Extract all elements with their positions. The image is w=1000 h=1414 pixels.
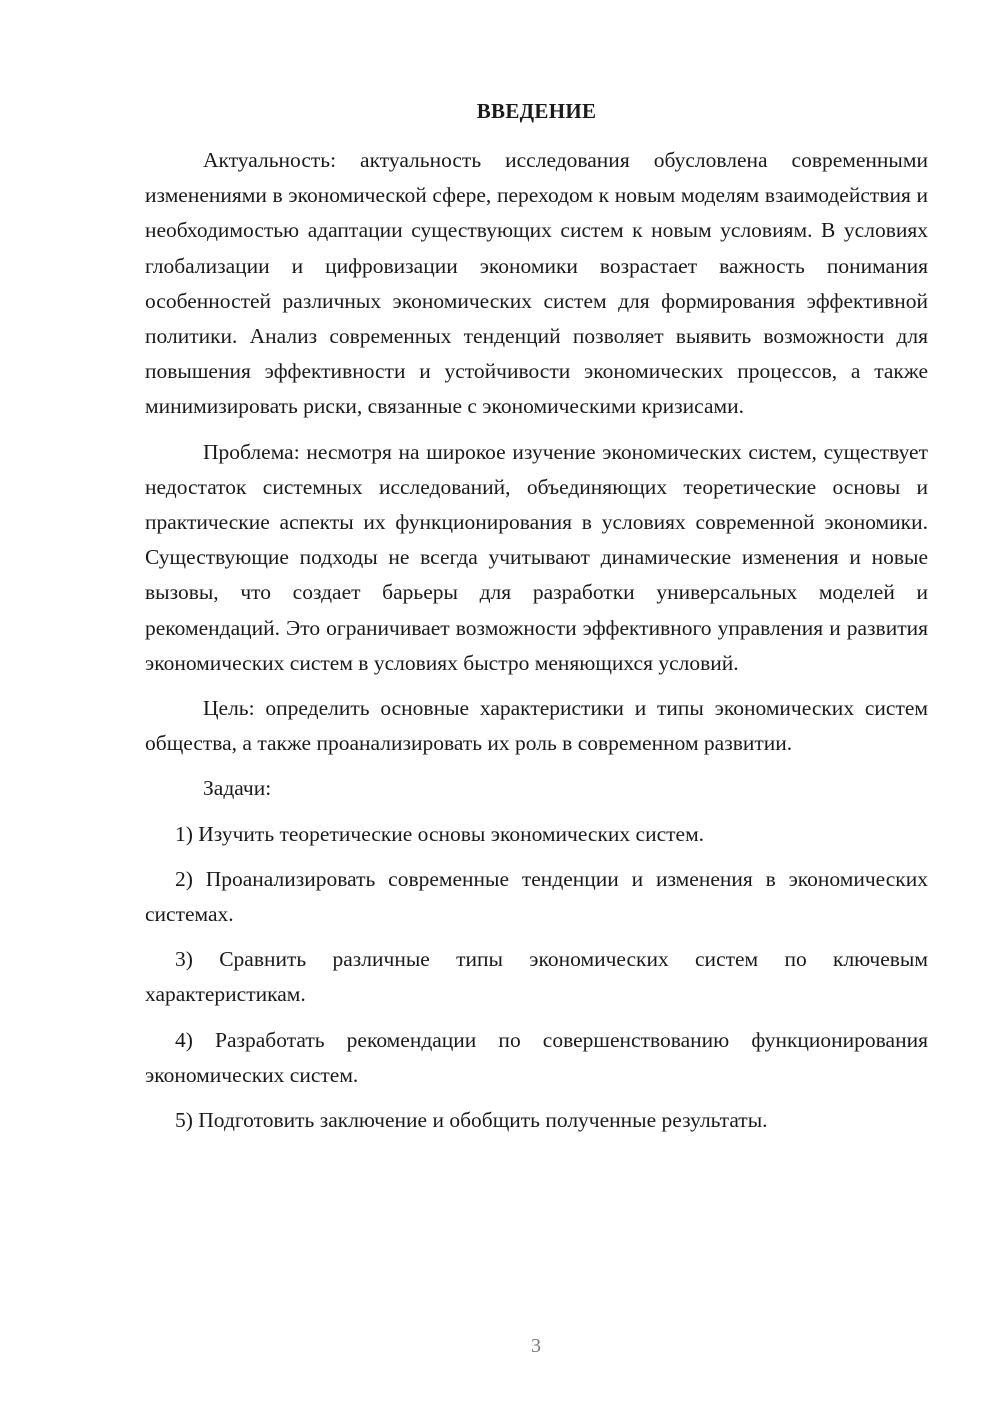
- body-text: [145, 143, 928, 1138]
- relevance-paragraph: Актуальность: актуальность исследования обусловлена современными изменениями в экономической сфере, переходом к новым моделям взаимодействия и необходимостью адаптации существующих систем к новым условиям. В условиях глобализации и цифровизации экономики возрастает важность понимания особенностей различных экономических систем для формирования эффективной политики. Анализ современных тенденций позволяет выявить возможности для повышения эффективности и устойчивости экономических процессов, а также минимизировать риски, связанные с экономическими кризисами.: [145, 148, 928, 419]
- tasks-heading: Задачи:: [203, 776, 272, 801]
- task-item: 4) Разработать рекомендации по совершенствованию функционирования экономических систем.: [145, 1027, 928, 1087]
- task-item: 5) Подготовить заключение и обобщить полученные результаты.: [175, 1108, 768, 1133]
- task-item: 3) Сравнить различные типы экономических систем по ключевым характеристикам.: [145, 947, 928, 1007]
- section-title: ВВЕДЕНИЕ: [476, 99, 597, 123]
- task-item: 2) Проанализировать современные тенденции и изменения в экономических системах.: [145, 866, 928, 927]
- task-item: 1) Изучить теоретические основы экономических систем.: [175, 821, 705, 846]
- problem-paragraph: Проблема: несмотря на широкое изучение экономических систем, существует недостаток системных исследований, объединяющих теоретические основы и практические аспекты их функционирования в условиях современной экономики. Существующие подходы не всегда учитывают динамические изменения и новые вызовы, что создает барьеры для разработки универсальных моделей и рекомендаций. Это ограничивает возможности эффективного управления и развития экономических систем в условиях быстро меняющихся условий.: [145, 439, 928, 675]
- goal-paragraph: Цель: определить основные характеристики и типы экономических систем общества, а также проанализировать их роль в современном развитии.: [145, 696, 928, 756]
- page-number: 3: [531, 1335, 541, 1357]
